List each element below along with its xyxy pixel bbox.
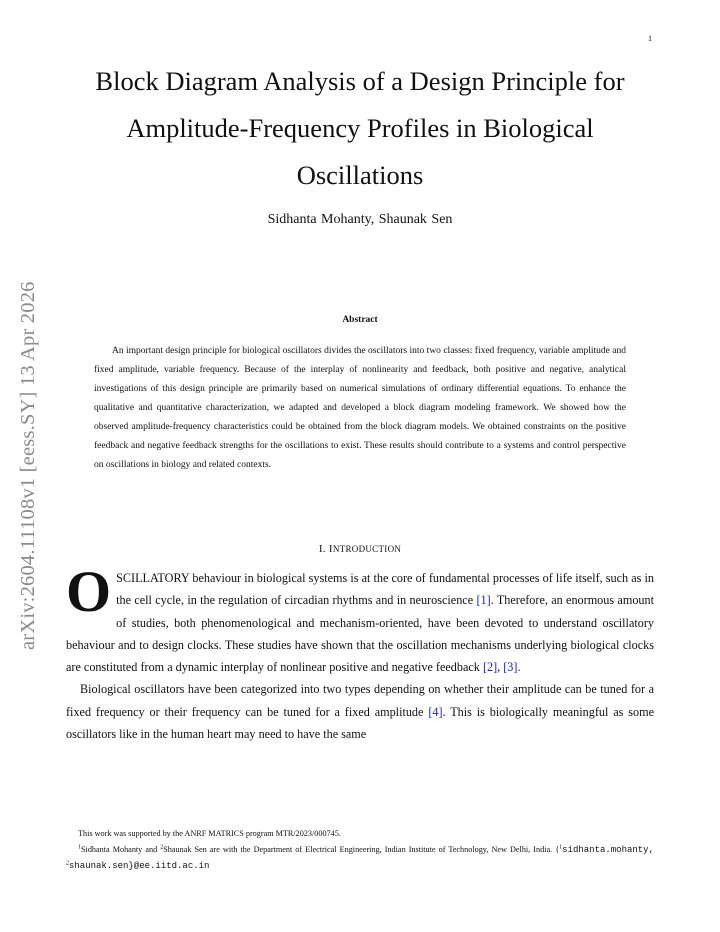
section-title-rest: NTRODUCTION	[332, 544, 402, 554]
citation-link-4[interactable]: [4]	[428, 704, 443, 719]
intro-paragraph-2	[66, 678, 654, 745]
intro-p2-text: Biological oscillators have been categorized into two types depending on whether their amplitude can be tuned for a fixed frequency or their frequency can be tuned for a fixed amplitude	[66, 682, 654, 719]
abstract-text: An important design principle for biological oscillators divides the oscillators into two classes: fixed frequency, variable amplitude and fixed amplitude, variable frequency. Because of the interplay of nonlinearity and feedback, both positive and negative, analytical investigations of this design principle are primarily based on numerical simulations of ordinary differential equations. To enhance the qualitative and quantitative characterization, we adapted and developed a block diagram modeling framework. We showed how the observed amplitude-frequency characteristics could be obtained from the block diagram models. We obtained constraints on the positive feedback and negative feedback strengths for the oscillations to exist. These results should contribute to a systems and control perspective on oscillations in biology and related contexts.	[94, 346, 626, 470]
arxiv-identifier-stamp: arXiv:2604.11108v1 [eess.SY] 13 Apr 2026	[17, 281, 39, 650]
email-address-2[interactable]: shaunak.sen}@ee.iitd.ac.in	[69, 861, 210, 871]
intro-p1-end: .	[517, 660, 521, 675]
citation-link-1[interactable]: [1]	[476, 593, 491, 608]
footnote-affiliations	[66, 842, 654, 874]
intro-p2-text-2: . This is biologically meaningful as some oscillators like in the human heart may need to have the same	[66, 704, 654, 742]
email-sup-1: 1	[559, 844, 563, 851]
footnote-sup-2: 2	[160, 844, 164, 851]
citation-separator: ,	[497, 660, 504, 675]
section-numeral: I.	[318, 543, 329, 555]
email-address-1[interactable]: sidhanta.mohanty,	[562, 845, 654, 855]
footnote-sup-1: 1	[78, 844, 81, 851]
footnote-funding: This work was supported by the ANRF MATRICS program MTR/2023/000745.	[78, 829, 341, 838]
intro-p1-text-2: . Therefore, an enormous amount of studies, both phenomenological and mechanism-oriented, have been devoted to understand oscillatory behaviour and to design clocks. These studies have shown that the oscillation mechanisms underlying biological clocks are constituted from a dynamic interplay of nonlinear positive and negative feedback	[66, 593, 654, 675]
citation-link-2[interactable]: [2]	[482, 660, 498, 675]
page-number: 1	[648, 34, 652, 43]
intro-p1-text: SCILLATORY behaviour in biological systems is at the core of fundamental processes of life itself, such as in the cell cycle, in the regulation of circadian rhythms and in neuroscience	[116, 571, 654, 608]
intro-paragraph-1	[66, 559, 654, 678]
section-title-initial: I	[328, 543, 333, 555]
section-heading-introduction	[60, 543, 660, 555]
paper-title: Block Diagram Analysis of a Design Principle for Amplitude-Frequency Profiles in Biological Oscillations	[95, 66, 625, 190]
footnote-aff-text-2: Shaunak Sen are with the Department of Electrical Engineering, Indian Institute of Technology, New Delhi, India. {	[163, 845, 560, 854]
author-list: Sidhanta Mohanty, Shaunak Sen	[267, 212, 453, 227]
introduction-body	[66, 559, 654, 745]
drop-cap-letter: O	[66, 559, 112, 624]
footnote-aff-text-1: Sidhanta Mohanty and	[81, 845, 161, 854]
citation-link-3[interactable]: [3]	[503, 660, 518, 675]
abstract-body	[94, 342, 626, 475]
email-sup-2: 2	[66, 860, 69, 867]
footnotes	[66, 826, 654, 874]
abstract-heading: Abstract	[342, 315, 378, 325]
